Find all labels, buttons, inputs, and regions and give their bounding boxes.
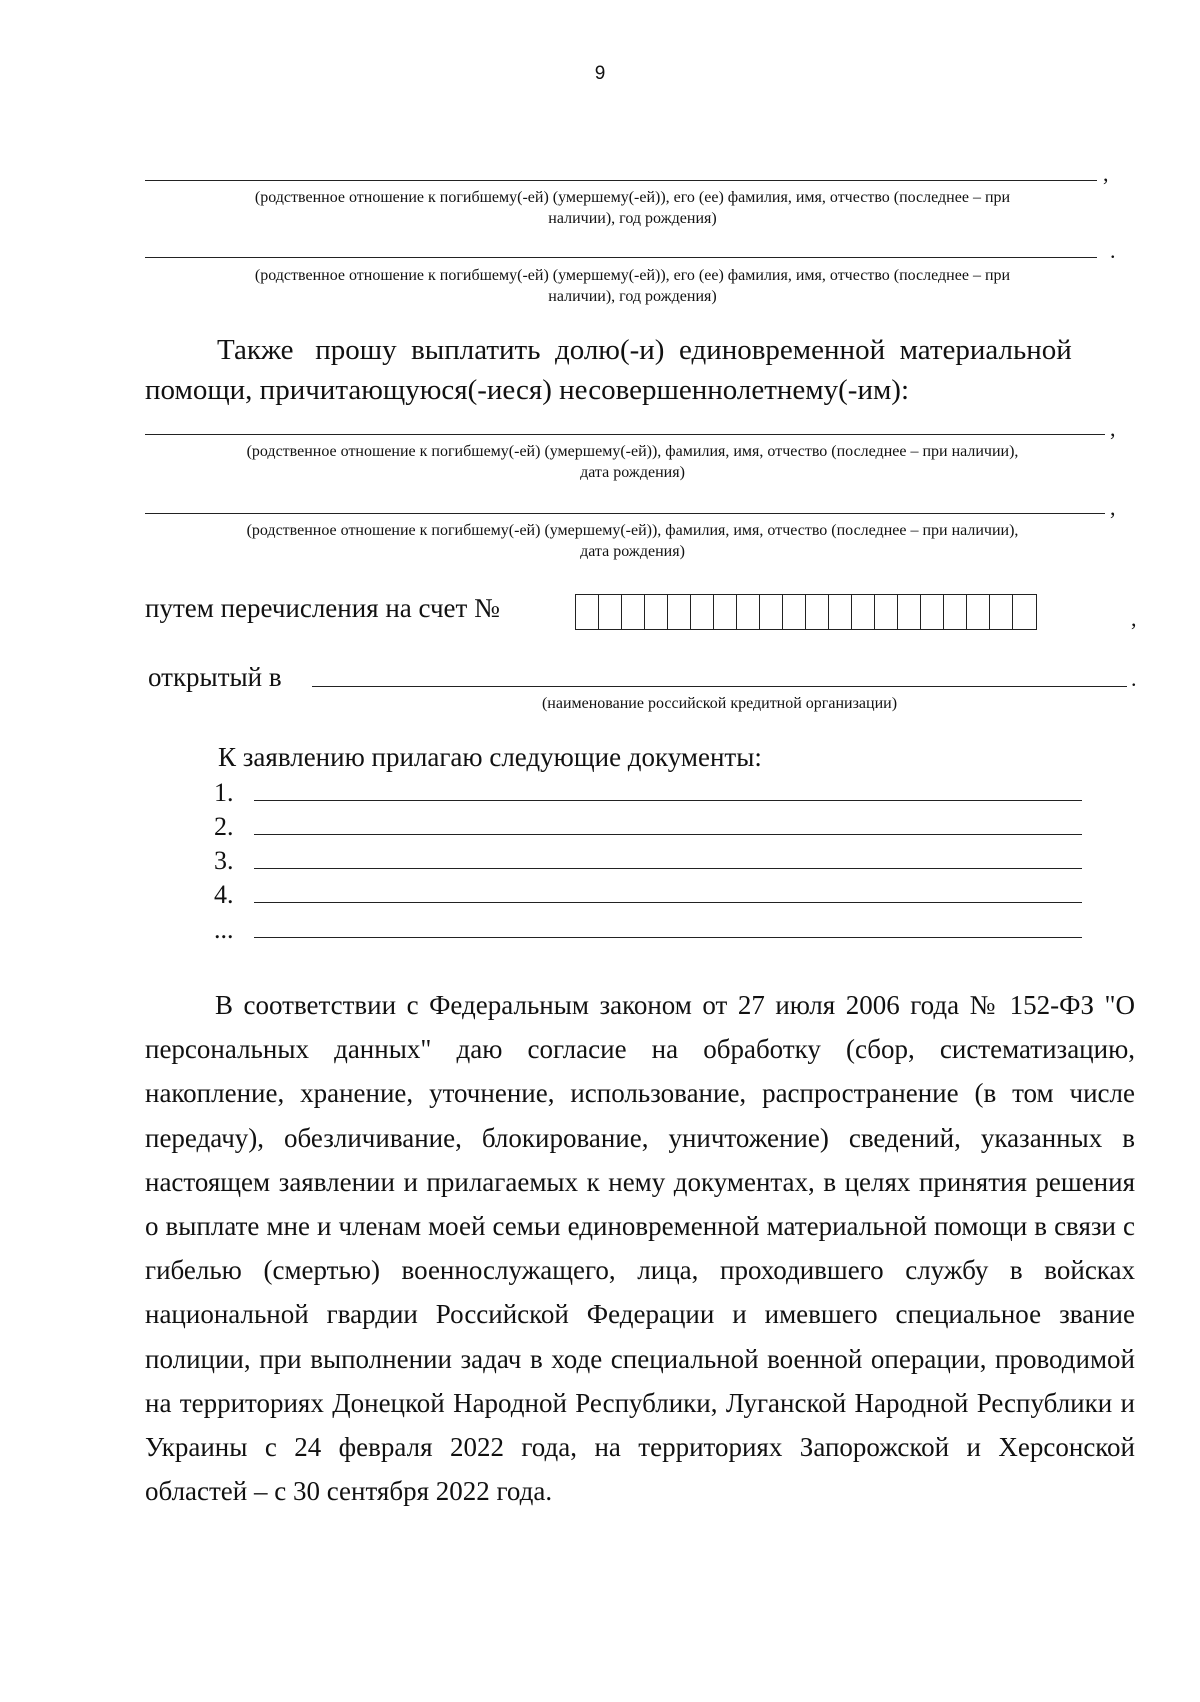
consent-text: В соответствии с Федеральным законом от 27 июля 2006 года № 152-ФЗ "О персональных данных" даю согласие на обработку (сбор, систематизацию, накопление, хранение, уточнение, использование, распространение (в том числе передачу), обезличивание, блокирование, уничтожение) сведений, указанных в настоящем заявлении и прилагаемых к нему документах, в целях принятия решения о выплате мне и членам моей семьи единовременной материальной помощи в связи с гибелью (смертью) военнослужащего, лица, проходившего службу в войсках национальной гвардии Российской Федерации и имевшего специальное звание полиции, при выполнении задач в ходе специальной военной операции, проводимой на территориях Донецкой Народной Республики, Луганской Народной Республики и Украины с 24 февраля 2022 года, на территориях Запорожской и Херсонской областей – с 30 сентября 2022 года. xyxy=(145,990,1135,1507)
minors-intro-line2: помощи, причитающуюся(-иеся) несовершеннолетнему(-им): xyxy=(145,374,910,406)
account-label: путем перечисления на счет № xyxy=(145,593,500,623)
minors-intro-line1: Также прошу выплатить долю(-и) единовременной материальной xyxy=(217,334,1072,366)
attachment-row xyxy=(214,881,1082,909)
attachment-number: 4. xyxy=(214,880,234,909)
relative-2-field[interactable] xyxy=(145,257,1097,258)
account-digit-cell[interactable] xyxy=(668,595,691,629)
account-digit-cell[interactable] xyxy=(737,595,760,629)
account-digit-cell[interactable] xyxy=(1013,595,1036,629)
account-digit-cell[interactable] xyxy=(714,595,737,629)
attachment-number: 3. xyxy=(214,846,234,875)
attachment-number: 1. xyxy=(214,778,234,807)
account-digit-cell[interactable] xyxy=(783,595,806,629)
account-digit-cell[interactable] xyxy=(829,595,852,629)
relative-2-caption: (родственное отношение к погибшему(-ей) (умершему(-ей)), его (ее) фамилия, имя, отчество (последнее – при наличии), год рождения) xyxy=(254,267,1011,305)
account-digit-cell[interactable] xyxy=(990,595,1013,629)
minor-2-end-mark: , xyxy=(1110,495,1116,520)
account-number-boxes[interactable] xyxy=(575,594,1037,630)
account-digit-cell[interactable] xyxy=(599,595,622,629)
account-digit-cell[interactable] xyxy=(645,595,668,629)
account-digit-cell[interactable] xyxy=(806,595,829,629)
attachment-field[interactable] xyxy=(254,902,1082,903)
attachment-row xyxy=(214,847,1082,875)
minor-2-caption: (родственное отношение к погибшему(-ей) (умершему(-ей)), фамилия, имя, отчество (последнее – при наличии), дата рождения) xyxy=(246,522,1019,560)
bank-caption: (наименование российской кредитной организации) xyxy=(541,695,898,712)
consent-paragraph xyxy=(145,983,1135,1513)
page-number: 9 xyxy=(594,63,606,84)
relative-1-caption: (родственное отношение к погибшему(-ей) (умершему(-ей)), его (ее) фамилия, имя, отчество (последнее – при наличии), год рождения) xyxy=(254,189,1011,227)
attachment-field[interactable] xyxy=(254,937,1082,938)
relative-2-end-mark: . xyxy=(1110,238,1116,263)
account-digit-cell[interactable] xyxy=(622,595,645,629)
attachment-field[interactable] xyxy=(254,800,1082,801)
account-digit-cell[interactable] xyxy=(576,595,599,629)
minor-1-field[interactable] xyxy=(145,434,1105,435)
bank-label: открытый в xyxy=(148,662,282,692)
attachment-number: 2. xyxy=(214,812,234,841)
attachment-row xyxy=(214,813,1082,841)
minor-1-caption: (родственное отношение к погибшему(-ей) (умершему(-ей)), фамилия, имя, отчество (последнее – при наличии), дата рождения) xyxy=(246,443,1019,481)
attachments-heading: К заявлению прилагаю следующие документы: xyxy=(218,742,762,772)
minor-1-end-mark: , xyxy=(1110,416,1116,441)
minor-2-field[interactable] xyxy=(145,513,1105,514)
account-digit-cell[interactable] xyxy=(921,595,944,629)
relative-1-field[interactable] xyxy=(145,180,1097,181)
account-digit-cell[interactable] xyxy=(898,595,921,629)
bank-name-field[interactable] xyxy=(312,686,1127,687)
account-digit-cell[interactable] xyxy=(944,595,967,629)
attachment-row xyxy=(214,779,1082,807)
account-digit-cell[interactable] xyxy=(875,595,898,629)
attachment-row xyxy=(214,916,1082,944)
relative-1-end-mark: , xyxy=(1103,161,1109,186)
attachment-number: ... xyxy=(214,915,234,944)
bank-end-mark: . xyxy=(1131,666,1137,691)
account-digit-cell[interactable] xyxy=(760,595,783,629)
attachment-field[interactable] xyxy=(254,834,1082,835)
account-digit-cell[interactable] xyxy=(967,595,990,629)
attachment-field[interactable] xyxy=(254,868,1082,869)
minors-intro xyxy=(145,330,1135,410)
account-end-mark: , xyxy=(1131,606,1137,631)
account-digit-cell[interactable] xyxy=(852,595,875,629)
account-digit-cell[interactable] xyxy=(691,595,714,629)
